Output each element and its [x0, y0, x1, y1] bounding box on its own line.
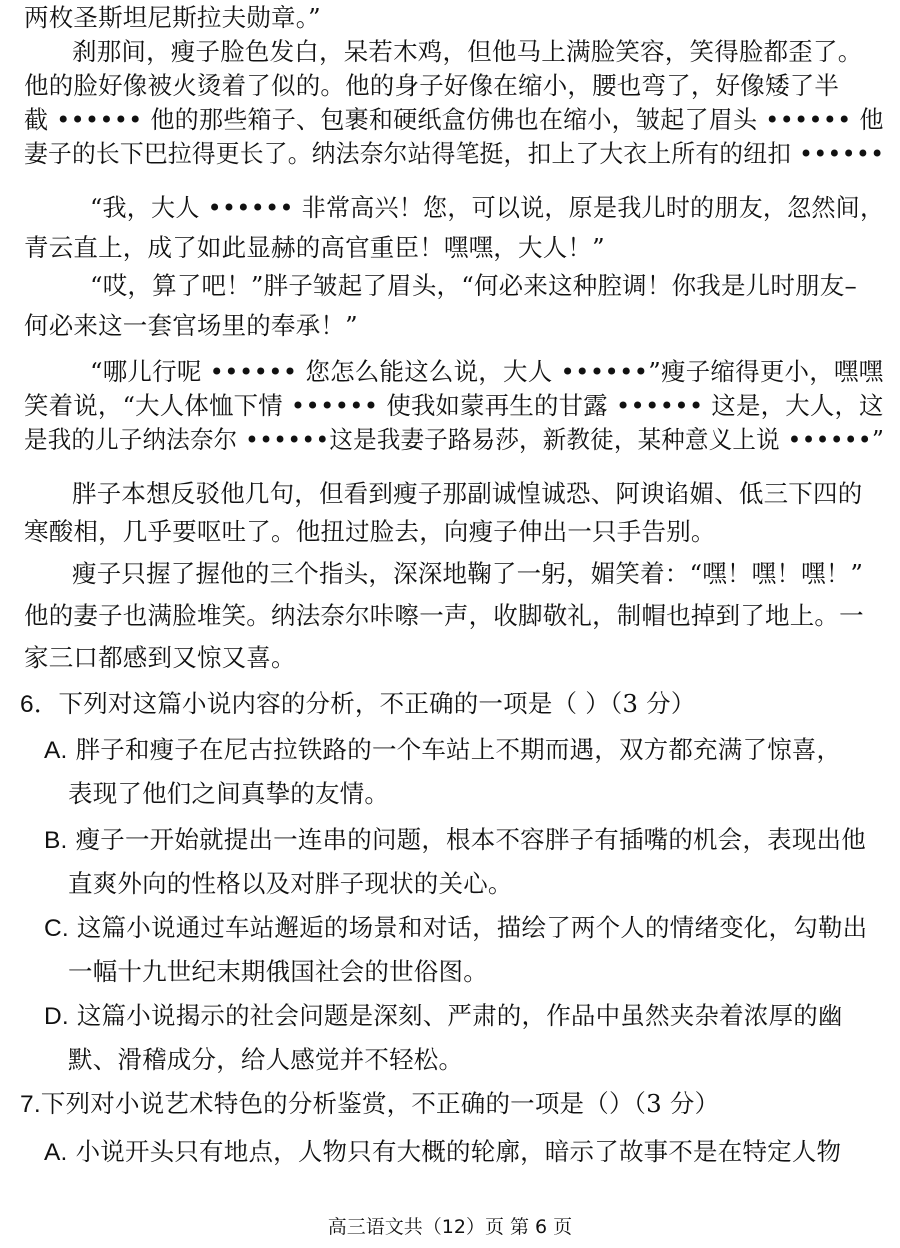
text: 何必来这一套官场里的奉承！”: [24, 311, 358, 340]
text: 他的妻子也满脸堆笑。纳法奈尔咔嚓一声，收脚敬礼，制帽也掉到了地上。一: [24, 601, 864, 630]
option-a-continued: [68, 778, 389, 810]
text: 青云直上，成了如此显赫的高官重臣！嘿嘿，大人！”: [24, 233, 605, 262]
option-text: 小说开头只有地点，人物只有大概的轮廓，暗示了故事不是在特定人物: [75, 1137, 842, 1166]
option-a: [44, 734, 841, 767]
option-letter: A.: [44, 737, 68, 764]
question-text: 下列对这篇小说内容的分析，不正确的一项是（ ）（3 分）: [58, 689, 696, 718]
passage-line: [90, 356, 883, 388]
text: “我，大人 •••••• 非常高兴！您，可以说，原是我儿时的朋友，忽然间，: [90, 193, 885, 222]
option-letter: B.: [44, 827, 68, 854]
text: 笑着说，“大人体恤下情 •••••• 使我如蒙再生的甘露 •••••• 这是，大人，这: [24, 391, 884, 420]
passage-line: [24, 390, 884, 422]
passage-line: [24, 310, 358, 342]
text: “哎，算了吧！”胖子皱起了眉头，“何必来这种腔调！你我是儿时朋友–: [90, 271, 857, 300]
question-number: 7.: [20, 1091, 41, 1118]
text: 胖子本想反驳他几句，但看到瘦子那副诚惶诚恐、阿谀谄媚、低三下四的: [72, 479, 863, 508]
option-c-continued: [68, 956, 488, 988]
passage-line: [24, 138, 884, 170]
text: 是我的儿子纳法奈尔 ••••••这是我妻子路易莎，新教徒，某种意义上说 ••••••”: [24, 425, 885, 454]
option-letter: C.: [44, 915, 69, 942]
option-c: [44, 912, 867, 945]
question-7-stem: [20, 1088, 719, 1121]
option-text: 默、滑稽成分，给人感觉并不轻松。: [68, 1045, 464, 1074]
option-text: 瘦子一开始就提出一连串的问题，根本不容胖子有插嘴的机会，表现出他: [75, 825, 866, 854]
passage-line: [24, 424, 884, 456]
passage-line: [24, 516, 716, 548]
passage-line: [72, 478, 862, 510]
option-letter: A.: [44, 1139, 68, 1166]
option-text: 胖子和瘦子在尼古拉铁路的一个车站上不期而遇，双方都充满了惊喜，: [75, 735, 842, 764]
text: “哪儿行呢 •••••• 您怎么能这么说，大人 ••••••”瘦子缩得更小，嘿嘿: [90, 357, 884, 386]
option-text: 直爽外向的性格以及对胖子现状的关心。: [68, 869, 513, 898]
question-number: 6．: [20, 691, 59, 718]
text: 刹那间，瘦子脸色发白，呆若木鸡，但他马上满脸笑容，笑得脸都歪了。: [72, 37, 863, 66]
text: 寒酸相，几乎要呕吐了。他扭过脸去，向瘦子伸出一只手告别。: [24, 517, 716, 546]
option-letter: D.: [44, 1003, 69, 1030]
option-b-continued: [68, 868, 513, 900]
page-footer: 高三语文共（12）页 第 6 页: [327, 1216, 573, 1238]
passage-line: [72, 558, 863, 590]
passage-line: [24, 70, 839, 102]
text: 家三口都感到又惊又喜。: [24, 643, 296, 672]
passage-line: [72, 36, 862, 68]
option-text: 一幅十九世纪末期俄国社会的世俗图。: [68, 957, 488, 986]
option-text: 这篇小说通过车站邂逅的场景和对话，描绘了两个人的情绪变化，勾勒出: [76, 913, 868, 942]
option-d-continued: [68, 1044, 463, 1076]
text: 他的脸好像被火烫着了似的。他的身子好像在缩小，腰也弯了，好像矮了半: [24, 71, 840, 100]
option-b: [44, 824, 866, 857]
text: 两枚圣斯坦尼斯拉夫勋章。”: [24, 3, 321, 32]
question-6-stem: [20, 688, 696, 721]
question-text: 下列对小说艺术特色的分析鉴赏，不正确的一项是（）（3 分）: [40, 1089, 720, 1118]
passage-line: [24, 104, 884, 136]
text: 瘦子只握了握他的三个指头，深深地鞠了一躬，媚笑着：“嘿！嘿！嘿！”: [72, 559, 864, 588]
option-text: 这篇小说揭示的社会问题是深刻、严肃的，作品中虽然夹杂着浓厚的幽: [76, 1001, 843, 1030]
text: 截 •••••• 他的那些箱子、包裹和硬纸盒仿佛也在缩小，皱起了眉头 •••••• 他: [24, 105, 884, 134]
option-text: 表现了他们之间真挚的友情。: [68, 779, 390, 808]
passage-line: [24, 642, 296, 674]
passage-line: [24, 600, 864, 632]
passage-line: [24, 2, 321, 34]
passage-line: [24, 232, 605, 264]
text: 妻子的长下巴拉得更长了。纳法奈尔站得笔挺，扣上了大衣上所有的纽扣 ••••••: [24, 139, 885, 168]
option-a: [44, 1136, 841, 1169]
option-d: [44, 1000, 843, 1033]
passage-line: [90, 270, 857, 302]
passage-line: [90, 192, 884, 224]
